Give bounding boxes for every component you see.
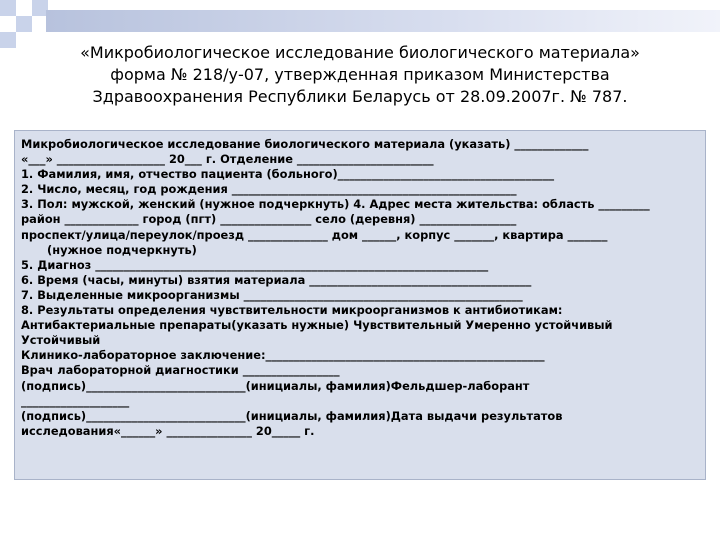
form-line-conclusion: Клинико-лабораторное заключение:_________________________________________________	[21, 348, 545, 363]
form-line-patient-name: 1. Фамилия, имя, отчество пациента (больного)______________________________________	[21, 167, 555, 182]
decor-square	[16, 0, 32, 16]
form-template-box	[14, 130, 706, 480]
form-line-microorganisms: 7. Выделенные микроорганизмы _________________________________________________	[21, 287, 523, 302]
form-line-district-city: район _____________ город (пгт) ________________ село (деревня) _________________	[21, 212, 517, 227]
form-line-sex-address: 3. Пол: мужской, женский (нужное подчеркнуть) 4. Адрес места жительства: область _________	[21, 197, 650, 212]
form-line-antibiotics: Антибактериальные препараты(указать нужные) Чувствительный Умеренно устойчивый	[21, 318, 613, 333]
form-line-sensitivity-heading: 8. Результаты определения чувствительности микроорганизмов к антибиотикам:	[21, 303, 563, 318]
header-gradient-bar	[46, 10, 720, 32]
form-line-signature-2: (подпись)____________________________(инициалы, фамилия)Дата выдачи результатов	[21, 408, 563, 423]
decor-square	[0, 32, 16, 48]
form-line-signature-1: (подпись)____________________________(инициалы, фамилия)Фельдшер-лаборант	[21, 378, 530, 393]
title-line: Здравоохранения Республики Беларусь от 28.09.2007г. № 787.	[92, 87, 628, 106]
title-line: «Микробиологическое исследование биологического материала»	[80, 43, 640, 62]
form-line-material: Микробиологическое исследование биологического материала (указать) _____________	[21, 137, 589, 151]
form-line-issue-date: исследования«______» _______________ 20_____ г.	[21, 423, 315, 438]
title-line: форма № 218/у-07, утвержденная приказом Министерства	[110, 65, 610, 84]
form-line-resistant: Устойчивый	[21, 333, 101, 348]
form-line-sample-time: 6. Время (часы, минуты) взятия материала _______________________________________	[21, 272, 532, 287]
form-line-street: проспект/улица/переулок/проезд ______________ дом ______, корпус _______, квартира _______	[21, 227, 608, 242]
form-line-note: (нужное подчеркнуть)	[47, 242, 197, 257]
form-line-doctor: Врач лабораторной диагностики _________________	[21, 363, 340, 378]
form-line-diagnosis: 5. Диагноз _____________________________________________________________________	[21, 257, 489, 272]
form-line-blank: ___________________	[21, 393, 130, 408]
form-line-birth-date: 2. Число, месяц, год рождения __________________________________________________	[21, 182, 517, 197]
decor-square	[16, 16, 32, 32]
form-line-date-department: «___» ___________________ 20___ г. Отделение ________________________	[21, 152, 434, 167]
decor-square	[0, 16, 16, 32]
decor-square	[0, 0, 16, 16]
slide-title	[30, 42, 690, 108]
